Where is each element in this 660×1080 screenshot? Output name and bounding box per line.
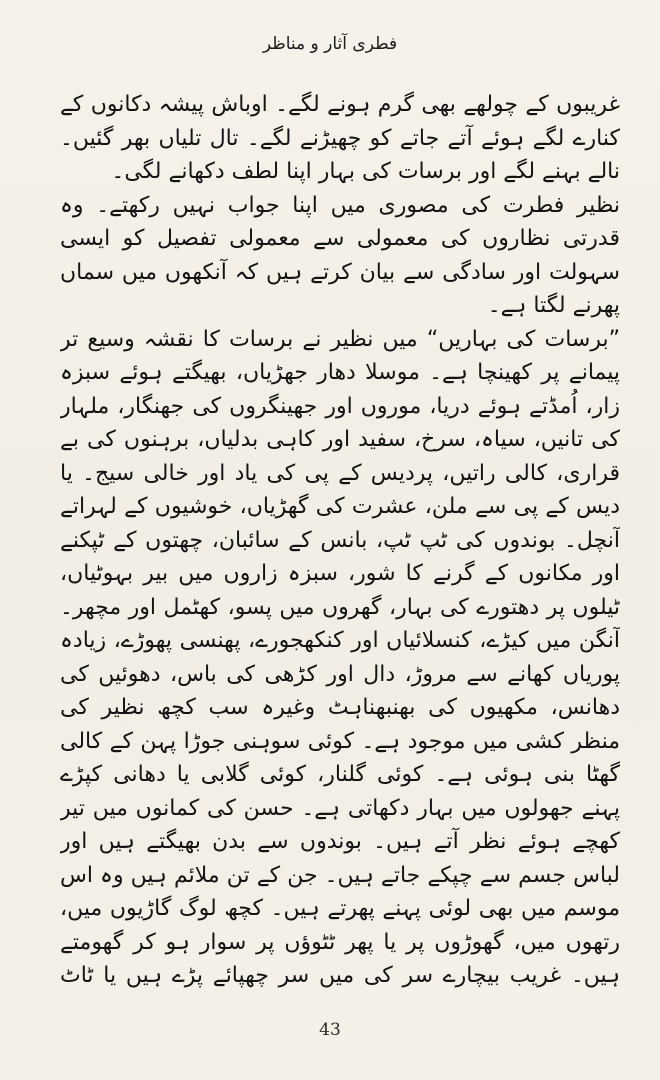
- page-body: [60, 88, 620, 998]
- paragraph: ”برسات کی بہاریں“ میں نظیر نے برسات کا نقشہ وسیع تر پیمانے پر کھینچا ہے۔ موسلا دھار جھڑیاں، بھیگتے ہوئے سبزہ زار، اُمڈتے ہوئے دریا، موروں اور جھینگروں کی جھنگار، ملہار کی تانیں، سیاہ، سرخ، سفید اور کاہی بدلیاں، برہنوں کی بے قراری، کالی راتیں، پردیس کے پی کی یاد اور خالی سیج۔ یا دیس کے پی سے ملن، عشرت کی گھڑیاں، خوشیوں کے لہراتے آنچل۔ بوندوں کی ٹپ ٹپ، بانس کے سائبان، چھتوں کے ٹپکنے اور مکانوں کے گرنے کا شور، سبزہ زاروں میں بیر بہوٹیاں، ٹیلوں پر دھتورے کی بہار، گھروں میں پسو، کھٹمل اور مچھر۔ آنگن میں کیڑے، کنسلائیاں اور کنکھجورے، پھنسی پھوڑے، زیادہ پوریاں کھانے سے مروڑ، دال اور کڑھی کی باس، دھوئیں کی دھانس، مکھیوں کی بھنبھناہٹ وغیرہ سب کچھ نظیر کی منظر کشی میں موجود ہے۔ کوئی سوہنی جوڑا پہن کے کالی گھٹا بنی ہوئی ہے۔ کوئی گلنار، کوئی گلابی یا دھانی کپڑے پہنے جھولوں میں بہار دکھاتی ہے۔ حسن کی کمانوں میں تیر کھچے ہوئے نظر آتے ہیں۔ بوندوں سے بدن بھیگتے ہیں اور لباس جسم سے چپکے جاتے ہیں۔ جن کے تن ملائم ہیں وہ اس موسم میں بھی لوئی پہنے پھرتے ہیں۔ کچھ لوگ گاڑیوں میں، رتھوں میں، گھوڑوں پر یا پھر ٹٹوؤں پر سوار ہو کر گھومتے ہیں۔ غریب بیچارے سر کی میں سر چھپائے پڑے ہیں یا ٹاٹ: [60, 326, 620, 988]
- paragraph: نظیر فطرت کی مصوری میں اپنا جواب نہیں رکھتے۔ وہ قدرتی نظاروں کی معمولی سے معمولی تفصیل کو ایسی سہولت اور سادگی سے بیان کرتے ہیں کہ آنکھوں میں سماں پھرنے لگتا ہے۔: [60, 192, 620, 318]
- page-number: 43: [319, 1020, 341, 1040]
- running-header: فطری آثار و مناظر: [262, 34, 398, 54]
- paragraph: غریبوں کے چولھے بھی گرم ہونے لگے۔ اوباش پیشہ دکانوں کے کنارے لگے ہوئے آتے جاتے کو چھیڑنے لگے۔ تال تلیاں بھر گئیں۔ نالے بہنے لگے اور برسات کی بہار اپنا لطف دکھانے لگی۔: [60, 92, 620, 184]
